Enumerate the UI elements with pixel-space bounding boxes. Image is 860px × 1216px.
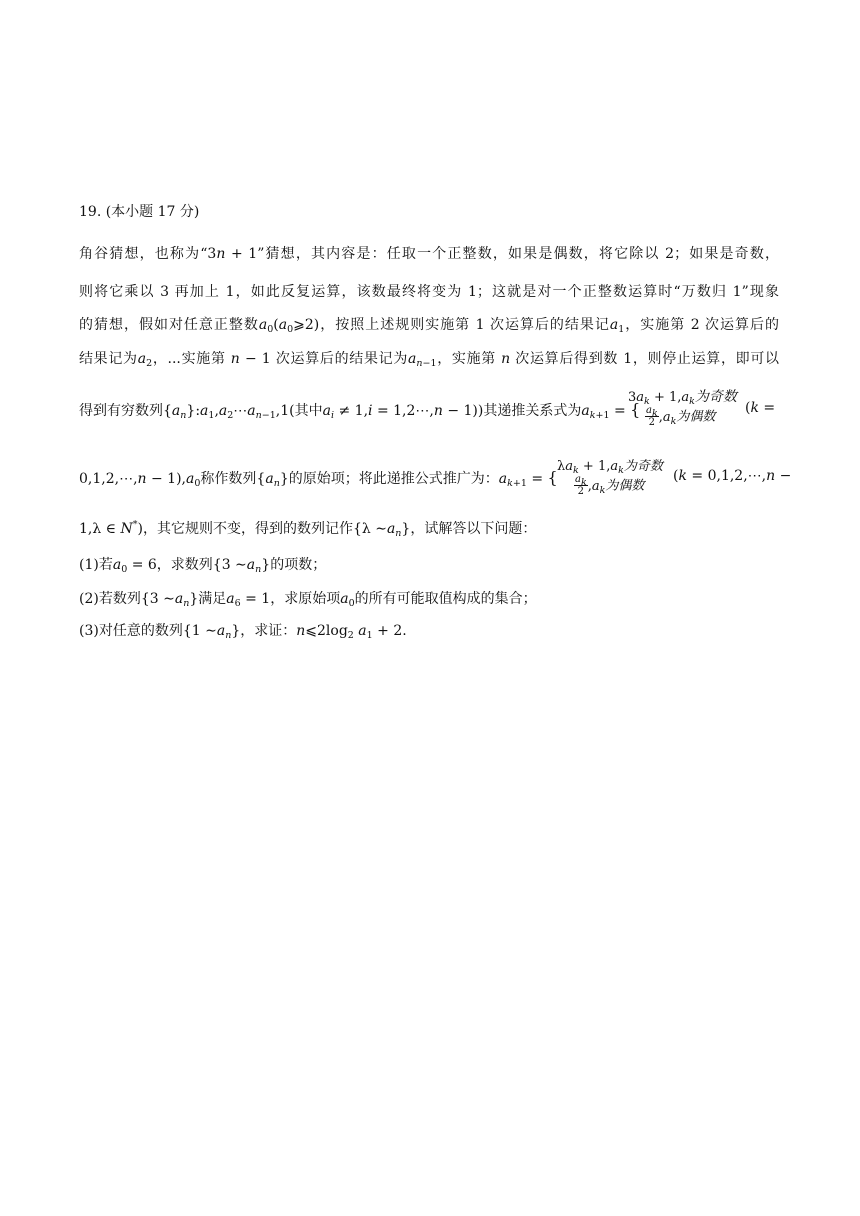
odd-label: 为奇数 — [694, 389, 737, 405]
even-label: 为偶数 — [676, 409, 716, 425]
fraction-ak-over-2: $\frac{a_k}{2}$ — [575, 474, 587, 497]
even-label: 为偶数 — [605, 478, 645, 494]
problem-header — [79, 202, 779, 222]
text: ，求证： — [240, 623, 297, 639]
fraction-ak-over-2: $\frac{a_k}{2}$ — [646, 405, 658, 428]
text: (1)若 — [79, 557, 113, 573]
text: (3)对任意的数列 — [79, 623, 183, 639]
formula-inequality: $n⩽2\log_2$ $a_1 + 2$. — [296, 623, 407, 641]
paragraph-line-1 — [79, 244, 779, 264]
general-even-case: $\frac{a_k}{2}$ $,a_k$为偶数 — [575, 474, 645, 497]
formula-a-k-plus-1: $a_{k+1}$ = { — [581, 400, 641, 421]
text: ，其它规则不变，得到的数列记作 — [142, 521, 353, 537]
text: 称作数列 — [200, 471, 257, 487]
formula-condition: $a_i \ne 1,i$ = 1,2⋯,n − 1) — [322, 403, 478, 421]
paragraph-line-7 — [79, 519, 779, 539]
text: (其中 — [289, 403, 323, 419]
paragraph-line-3 — [79, 315, 779, 335]
piecewise-even-case: $\frac{a_k}{2}$ $,a_k$为偶数 — [646, 405, 716, 428]
text: 的项数； — [270, 557, 327, 573]
paragraph-line-4 — [79, 349, 779, 369]
formula-n-minus-1: n − 1 — [230, 351, 271, 367]
formula-1-sequence: {1 $\sim a_n$} — [182, 623, 241, 641]
text: ，求数列 — [156, 557, 213, 573]
text: 的猜想，假如对任意正整数 — [79, 317, 259, 333]
formula-3-sequence: {3 $\sim a_n$} — [140, 591, 199, 609]
formula-k-range: 0,1,2,⋯,n − $1),a_0$ — [79, 471, 201, 489]
text: 满足 — [198, 591, 227, 607]
text: 次运算后得到数 1，则停止运算，即可以 — [515, 351, 780, 367]
text: 则将它乘以 3 再加上 1，如此反复运算，该数最终将变为 1；这就是对一个正整数运算时“万数归 1”现象 — [79, 284, 779, 300]
formula-an: $\{a_n\}$ — [256, 471, 289, 489]
question-1 — [79, 555, 779, 575]
formula-lambda-in-N: 1,λ ∈ N*) — [79, 519, 143, 537]
formula-k-equals: (k = — [745, 400, 776, 416]
text: 角谷猜想，也称为“ — [79, 246, 208, 262]
formula-a0-equals-6: $a_0 = 6$ — [112, 557, 157, 575]
text: 的原始项；将此递推公式推广为： — [288, 471, 499, 487]
text: ，...实施第 — [152, 351, 226, 367]
formula-a6-equals-1: $a_6 = 1$ — [226, 591, 271, 609]
text: 得到有穷数列 — [79, 403, 163, 419]
formula-a-n-minus-1: $a_{n-1}$ — [408, 351, 437, 369]
text: ，按照上述规则实施第 1 次运算后的结果记 — [319, 317, 610, 333]
formula-a1: $a_1$ — [609, 317, 625, 335]
formula-3-sequence: {3 $\sim a_n$} — [212, 557, 271, 575]
paragraph-line-2 — [79, 282, 779, 302]
formula-a0: $a_0(a_0⩾2)$ — [258, 317, 320, 335]
text: ，实施第 2 次运算后的 — [624, 317, 779, 333]
text: ，试解答以下问题： — [410, 521, 537, 537]
formula-a0: $a_0$ — [340, 591, 355, 609]
formula-sequence: $\{a_n\}:a_1,a_2\cdots a_{n-1},1$ — [163, 403, 290, 421]
question-3 — [79, 621, 779, 641]
formula-n: n — [501, 351, 511, 367]
formula-3n-plus-1: 3n + 1 — [207, 246, 258, 262]
question-2 — [79, 589, 779, 609]
text: ”猜想，其内容是：任取一个正整数，如果是偶数，将它除以 2；如果是奇数， — [257, 246, 779, 262]
text: ，实施第 — [436, 351, 496, 367]
problem-header-text: 19. (本小题 17 分) — [79, 204, 200, 220]
text: )其递推关系式为 — [477, 403, 582, 419]
text: 结果记为 — [79, 351, 138, 367]
formula-a2: $a_2$ — [137, 351, 153, 369]
text: ，求原始项 — [270, 591, 341, 607]
text: (2)若数列 — [79, 591, 141, 607]
formula-a-k-plus-1-general: $a_{k+1}$ = { — [498, 468, 558, 489]
odd-label: 为奇数 — [623, 459, 663, 474]
formula-k-equals-general: (k = 0,1,2,⋯,n − — [673, 468, 792, 484]
piecewise-odd-case: $3a_k + 1,a_k$为奇数 — [628, 389, 737, 407]
formula-lambda-sequence: {λ $\sim a_n$} — [352, 521, 411, 539]
general-odd-case: $\lambda a_k + 1,a_k$为奇数 — [557, 459, 663, 476]
text: 的所有可能取值构成的集合； — [354, 591, 537, 607]
text: 次运算后的结果记为 — [275, 351, 409, 367]
